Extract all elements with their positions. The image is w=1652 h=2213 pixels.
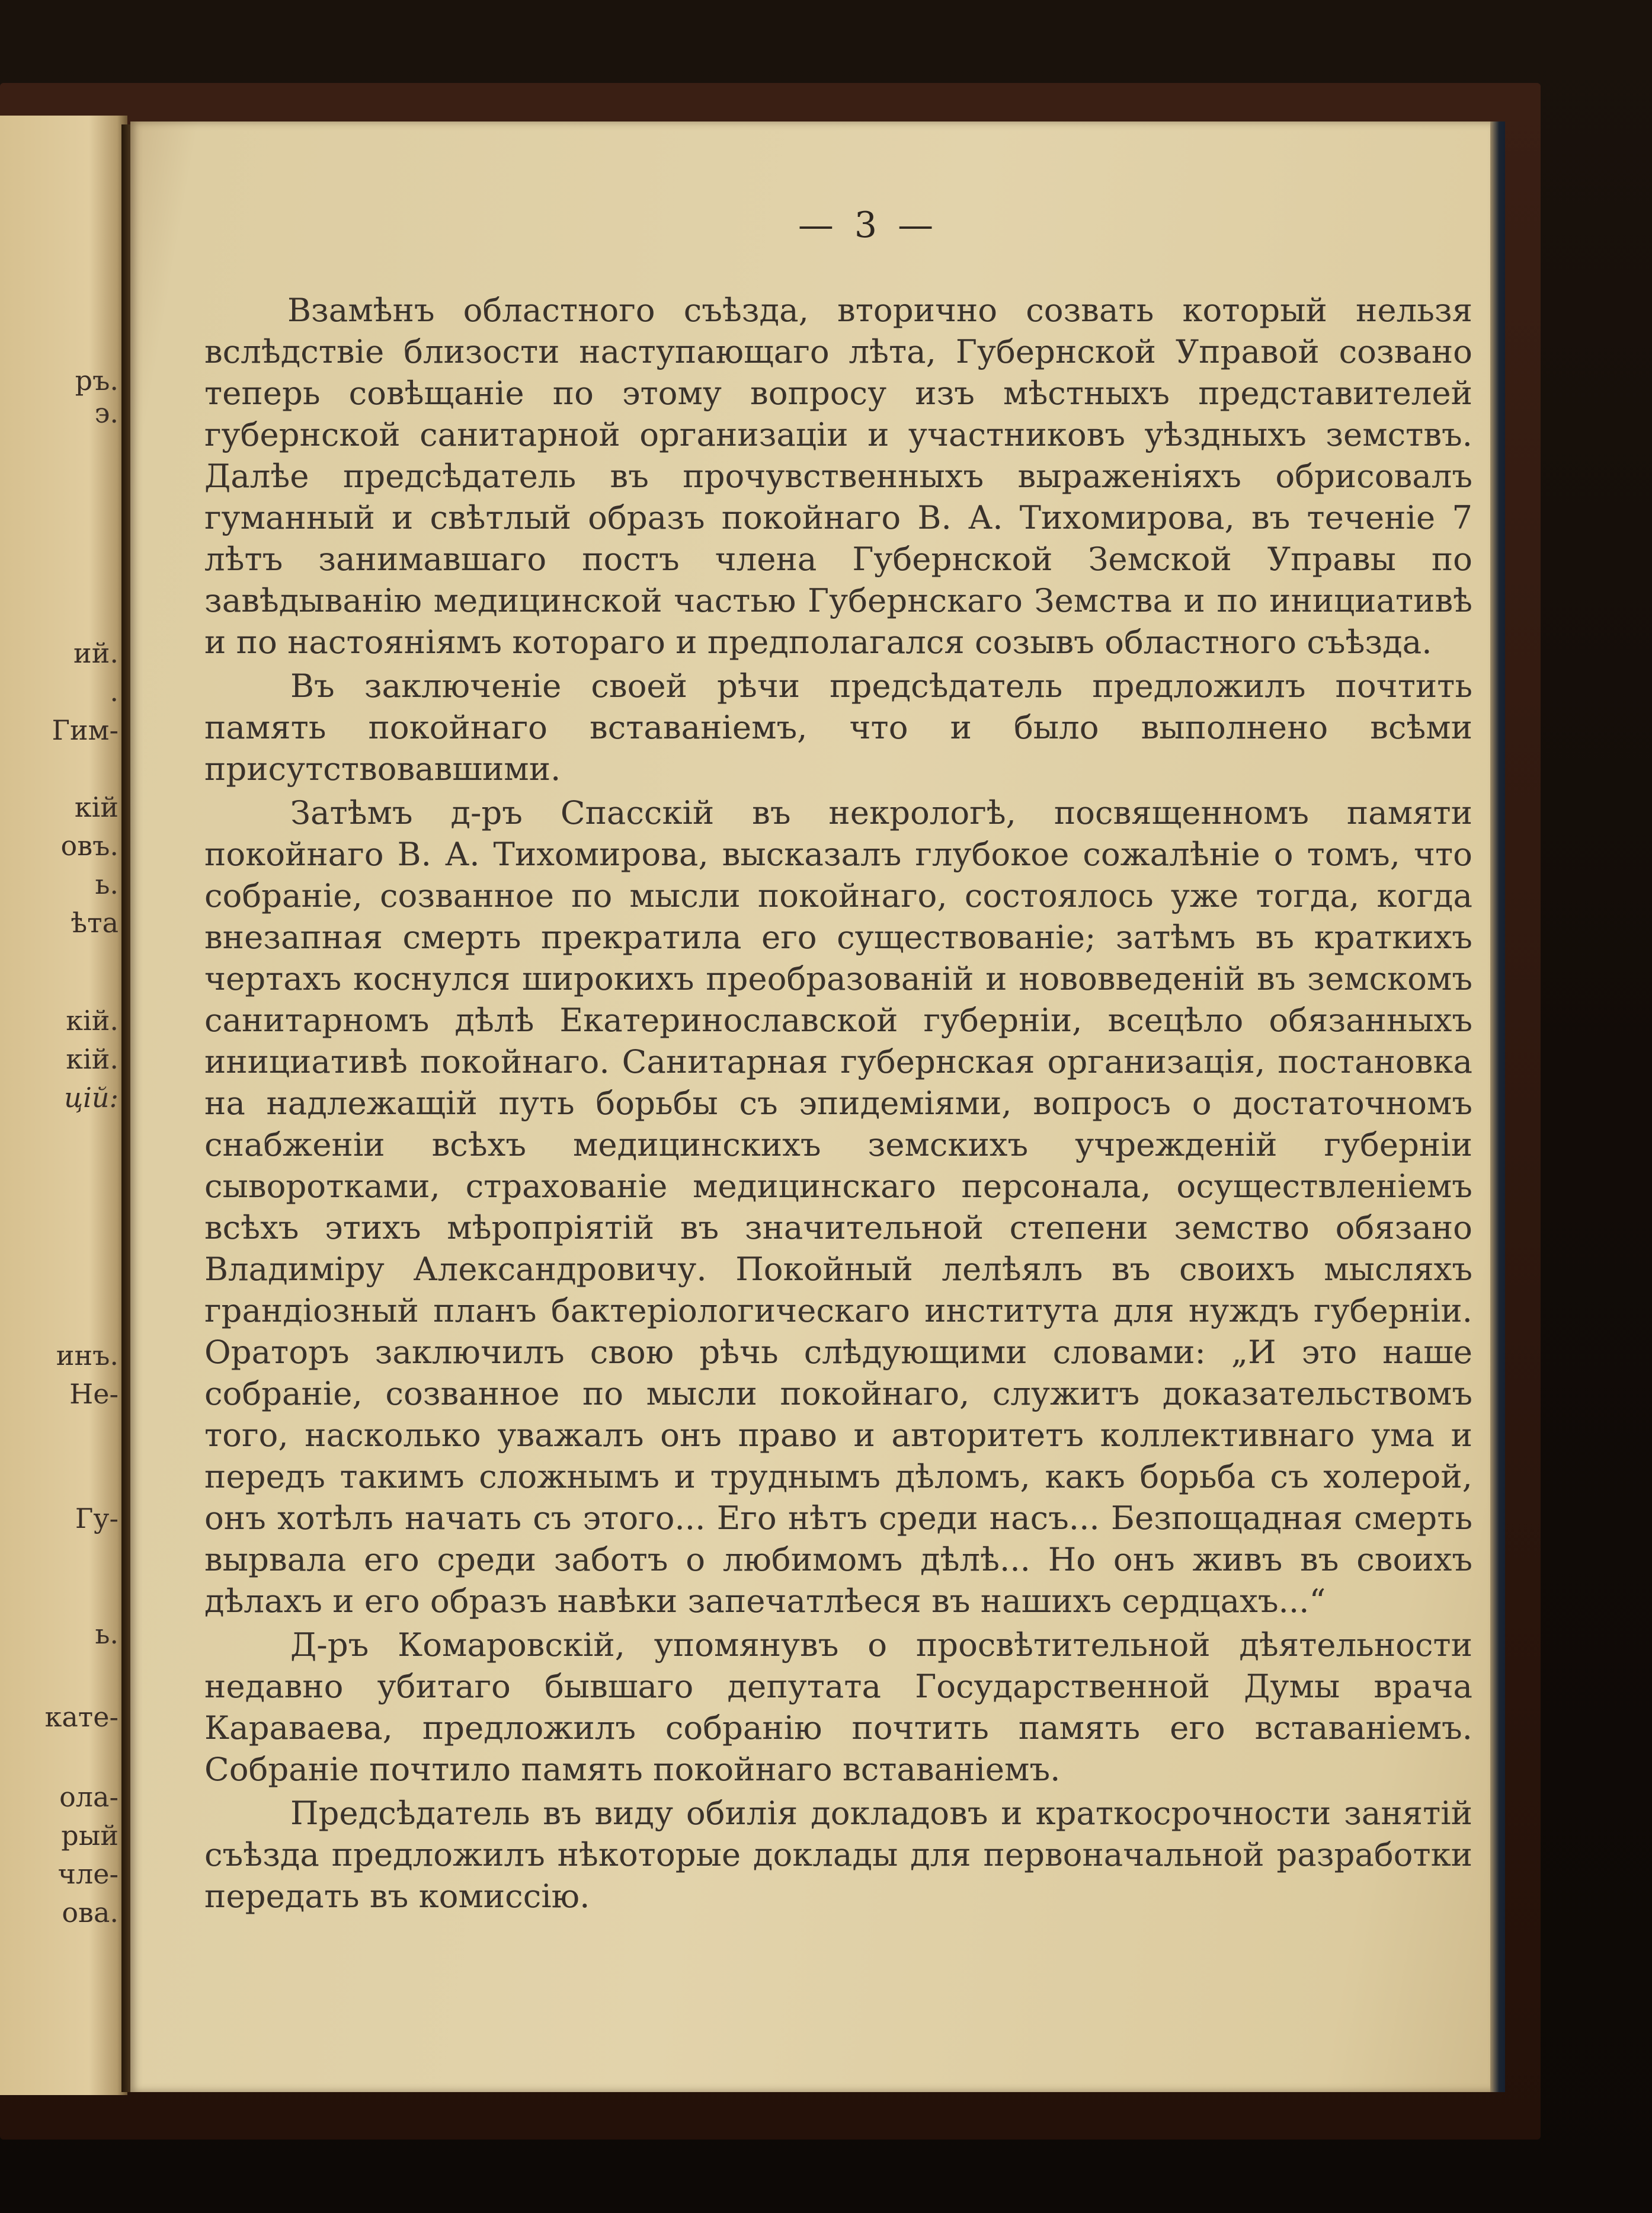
prev-page-fragment: Гу- — [75, 1502, 119, 1534]
prev-page-fragment: ий. — [73, 637, 119, 669]
prev-page-fragment: кій. — [66, 1005, 119, 1037]
prev-page-fragment: ола- — [59, 1781, 119, 1813]
prev-page-fragment: э. — [94, 397, 119, 429]
prev-page-fragment: чле- — [57, 1858, 119, 1890]
paragraph: Предсѣдатель въ виду обилія докладовъ и краткосрочности занятій съѣзда предложилъ нѣкоторые доклады для первоначальной разработки передать въ комиссію. — [204, 1794, 1472, 1915]
prev-page-fragment: цій: — [64, 1082, 119, 1114]
page-body — [204, 289, 1472, 1917]
prev-page-fragment: ь. — [95, 868, 119, 900]
book-page — [130, 121, 1493, 2092]
page-number: — 3 — — [798, 204, 939, 246]
page-edge — [1490, 121, 1505, 2092]
prev-page-fragment: Не- — [69, 1378, 119, 1410]
prev-page-fragment: кій — [74, 791, 119, 823]
prev-page-fragment: инъ. — [56, 1339, 119, 1371]
previous-page-edge — [0, 116, 127, 2095]
prev-page-fragment: овъ. — [60, 830, 119, 862]
prev-page-fragment: кій. — [66, 1043, 119, 1075]
prev-page-fragment: кате- — [44, 1701, 119, 1733]
paragraph: Затѣмъ д-ръ Спасскій въ некрологѣ, посвященномъ памяти покойнаго В. А. Тихомирова, высказалъ глубокое сожалѣніе о томъ, что собраніе, созванное по мысли покойнаго, состоялось уже тогда, когда внезапная смерть прекратила его существованіе; затѣмъ въ краткихъ чертахъ коснулся широкихъ преобразованій и нововведеній въ земскомъ санитарномъ дѣлѣ Екатеринославской губерніи, всецѣло обязанныхъ инициативѣ покойнаго. Санитарная губернская организація, постановка на надлежащій путь борьбы съ эпидеміями, вопросъ о достаточномъ снабженіи всѣхъ медицинскихъ земскихъ учрежденій губерніи сыворотками, страхованіе медицинскаго персонала, осуществленіемъ всѣхъ этихъ мѣропріятій въ значительной степени земство обязано Владиміру Александровичу. Покойный лелѣялъ въ своихъ мысляхъ грандіозный планъ бактеріологическаго института для нуждъ губерніи. Ораторъ заключилъ свою рѣчь слѣдующими словами: „И это наше собраніе, созванное по мысли покойнаго, служитъ доказательствомъ того, насколько уважалъ онъ право и авторитетъ коллективнаго ума и передъ такимъ сложнымъ и труднымъ дѣломъ, какъ борьба съ холерой, онъ хотѣлъ начать съ этого... Его нѣтъ среди насъ... Безпощадная смерть вырвала его среди заботъ о любимомъ дѣлѣ... Но онъ живъ въ своихъ дѣлахъ и его образъ навѣки запечатлѣеся въ нашихъ сердцахъ...“ — [204, 794, 1472, 1620]
prev-page-fragment: ова. — [62, 1897, 119, 1929]
paragraph: Д-ръ Комаровскій, упомянувъ о просвѣтительной дѣятельности недавно убитаго бывшаго депутата Государственной Думы врача Караваева, предложилъ собранію почтить память его вставаніемъ. Собраніе почтило память покойнаго вставаніемъ. — [204, 1626, 1472, 1788]
prev-page-fragment: . — [110, 676, 119, 708]
paragraph: Въ заключеніе своей рѣчи предсѣдатель предложилъ почтить память покойнаго вставаніемъ, что и было выполнено всѣми присутствовавшими. — [204, 667, 1472, 788]
prev-page-fragment: ь. — [95, 1618, 119, 1650]
prev-page-fragment: ѣта — [71, 907, 119, 939]
prev-page-fragment: ръ. — [75, 364, 119, 396]
prev-page-fragment: рый — [61, 1819, 119, 1851]
prev-page-fragment: Гим- — [52, 714, 119, 746]
paragraph: Взамѣнъ областного съѣзда, вторично созвать который нельзя вслѣдствіе близости наступающаго лѣта, Губернской Управой созвано теперь совѣщаніе по этому вопросу изъ мѣстныхъ представителей губернской санитарной организаціи и участниковъ уѣздныхъ земствъ. Далѣе предсѣдатель въ прочувственныхъ выраженіяхъ обрисовалъ гуманный и свѣтлый образъ покойнаго В. А. Тихомирова, въ теченіе 7 лѣтъ занимавшаго постъ члена Губернской Земской Управы по завѣдыванію медицинской частью Губернскаго Земства и по инициативѣ и по настояніямъ котораго и предполагался созывъ областного съѣзда. — [204, 291, 1472, 661]
